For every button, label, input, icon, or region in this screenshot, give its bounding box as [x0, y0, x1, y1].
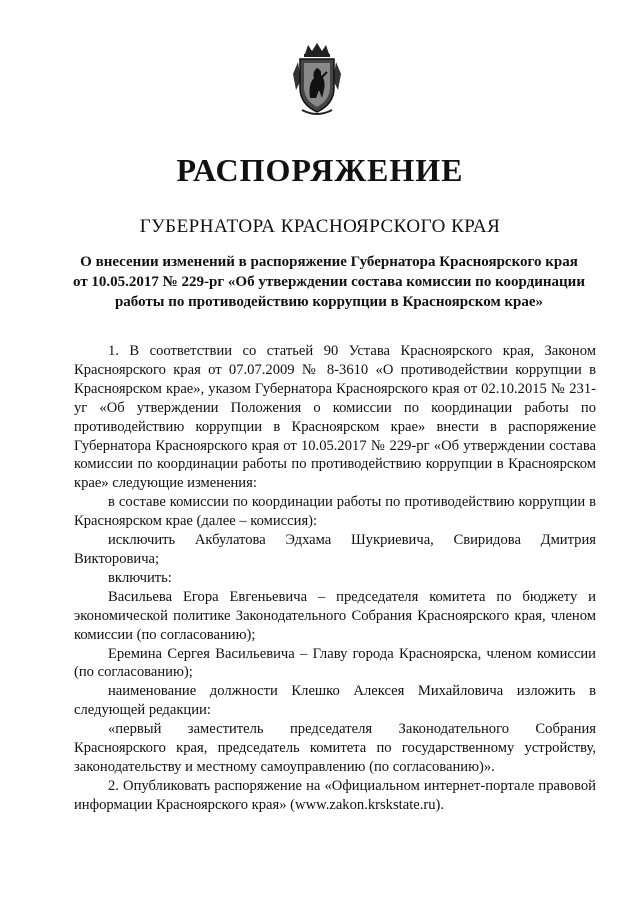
heading-line: от 10.05.2017 № 229-рг «Об утверждении состава комиссии по координации	[73, 274, 585, 290]
coat-of-arms-emblem	[292, 40, 342, 118]
document-type-title: РАСПОРЯЖЕНИЕ	[176, 152, 464, 188]
heading-line: работы по противодействию коррупции в Красноярском крае»	[114, 294, 544, 310]
paragraph-include: включить:	[108, 569, 172, 586]
paragraph-exclude: исключить Акбулатова Эдхама Шукриевича, Свиридова Дмитрия Викторовича;	[74, 532, 596, 567]
issuer-title: ГУБЕРНАТОРА КРАСНОЯРСКОГО КРАЯ	[139, 216, 501, 237]
paragraph-publication: 2. Опубликовать распоряжение на «Официальном интернет-портале правовой информации Красноярского края» (www.zakon.krskstate.ru).	[74, 777, 596, 813]
paragraph-member-vasiliev: Васильева Егора Евгеньевича – председателя комитета по бюджету и экономической политике Законодательного Собрания Красноярского края, членом комиссии (по согласованию);	[74, 588, 596, 643]
heading-line: О внесении изменений в распоряжение Губернатора Красноярского края	[80, 254, 578, 270]
paragraph-commission-composition: в составе комиссии по координации работы по противодействию коррупции в Красноярском крае (далее – комиссия):	[74, 494, 596, 530]
paragraph-position-name: наименование должности Клешко Алексея Михайловича изложить в следующей редакции:	[74, 683, 596, 719]
document-heading	[60, 252, 598, 312]
document-body	[74, 342, 596, 815]
paragraph-main-clause: 1. В соответствии со статьей 90 Устава Красноярского края, Законом Красноярского края от 07.07.2009 № 8-3610 «О противодействии коррупции в Красноярском крае», указом Губернатора Красноярского края от 02.10.2015 № 231-уг «Об утверждении Положения о комиссии по координации работы по противодействию коррупции в Красноярском крае» внести в распоряжение Губернатора Красноярского края от 10.05.2017 № 229-рг «Об утверждении состава комиссии по координации работы по противодействию коррупции в Красноярском крае» следующие изменения:	[74, 343, 596, 492]
paragraph-member-eremin: Еремина Сергея Васильевича – Главу города Красноярска, членом комиссии (по согласованию);	[74, 645, 596, 681]
paragraph-new-position: «первый заместитель председателя Законодательного Собрания Красноярского края, председатель комитета по государственному устройству, законодательству и местному самоуправлению (по согласованию)».	[74, 721, 596, 775]
